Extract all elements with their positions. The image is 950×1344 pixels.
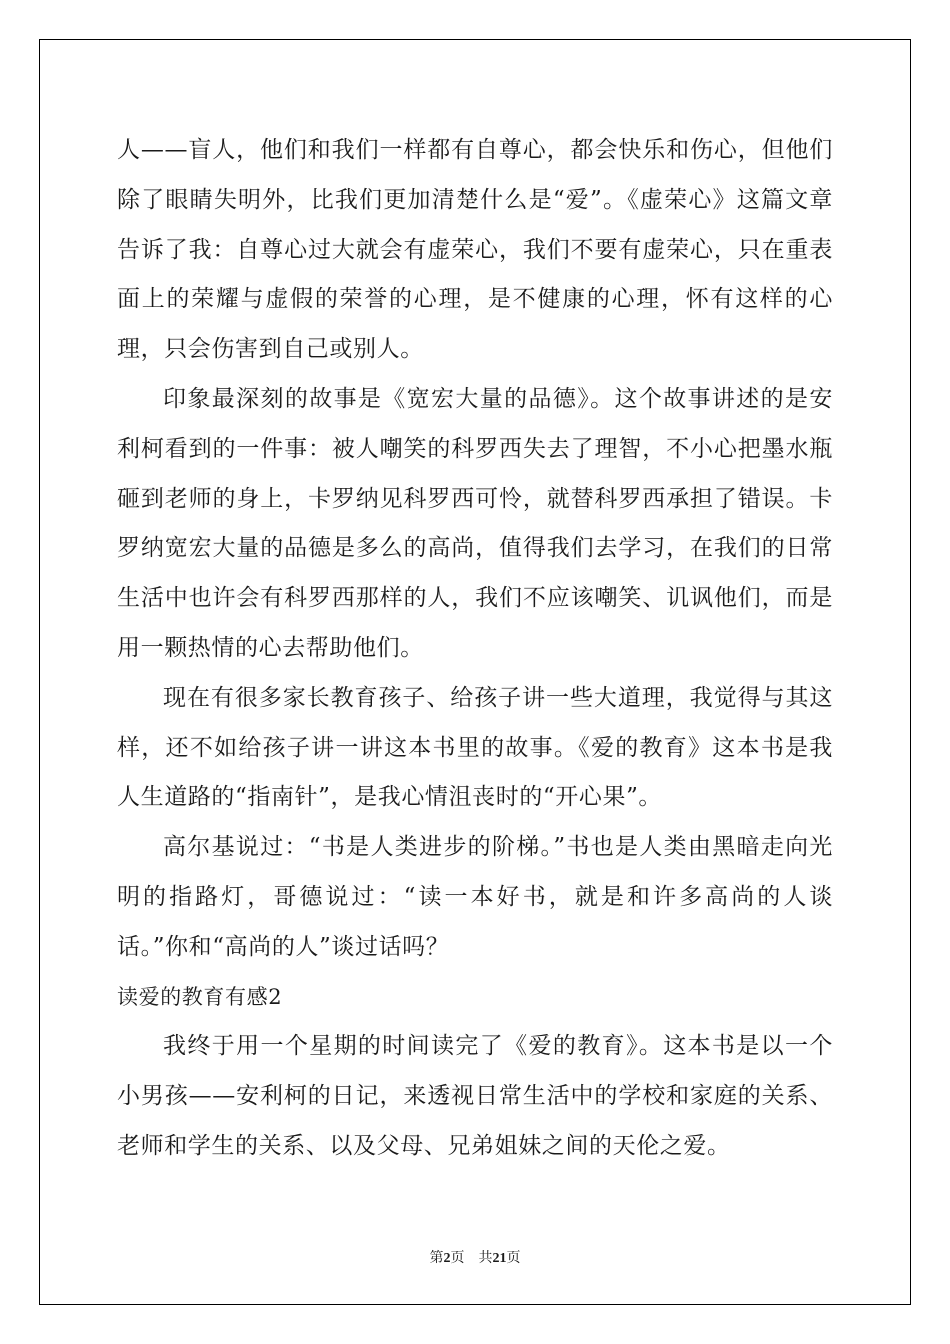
footer-middle: 页 共 [450,1250,493,1266]
paragraph: 印象最深刻的故事是《宽宏大量的品德》。这个故事讲述的是安利柯看到的一件事：被人嘲笑的科罗西失去了理智，不小心把墨水瓶砸到老师的身上，卡罗纳见科罗西可怜，就替科罗西承担了错误。卡罗纳宽宏大量的品德是多么的高尚，值得我们去学习，在我们的日常生活中也许会有科罗西那样的人，我们不应该嘲笑、讥讽他们，而是用一颗热情的心去帮助他们。 [117,385,833,661]
paragraph: 我终于用一个星期的时间读完了《爱的教育》。这本书是以一个小男孩——安利柯的日记，来透视日常生活中的学校和家庭的关系、老师和学生的关系、以及父母、兄弟姐妹之间的天伦之爱。 [117,1033,833,1159]
footer-prefix: 第 [429,1250,444,1266]
paragraph: 高尔基说过：“书是人类进步的阶梯。”书也是人类由黑暗走向光明的指路灯，哥德说过：“读一本好书，就是和许多高尚的人谈话。”你和“高尚的人”谈过话吗？ [117,834,833,960]
page-footer [0,1247,950,1267]
footer-total-pages: 21 [492,1251,507,1266]
section-heading: 读爱的教育有感2 [117,984,283,1009]
document-body [117,126,833,1172]
footer-suffix: 页 [506,1250,521,1266]
paragraph-continuation: 人——盲人，他们和我们一样都有自尊心，都会快乐和伤心，但他们除了眼睛失明外，比我们更加清楚什么是“爱”。《虚荣心》这篇文章告诉了我：自尊心过大就会有虚荣心，我们不要有虚荣心，只在重表面上的荣耀与虚假的荣誉的心理，是不健康的心理，怀有这样的心理，只会伤害到自己或别人。 [117,137,833,363]
footer-page-number: 2 [443,1251,451,1266]
paragraph: 现在有很多家长教育孩子、给孩子讲一些大道理，我觉得与其这样，还不如给孩子讲一讲这本书里的故事。《爱的教育》这本书是我人生道路的“指南针”，是我心情沮丧时的“开心果”。 [117,684,833,811]
